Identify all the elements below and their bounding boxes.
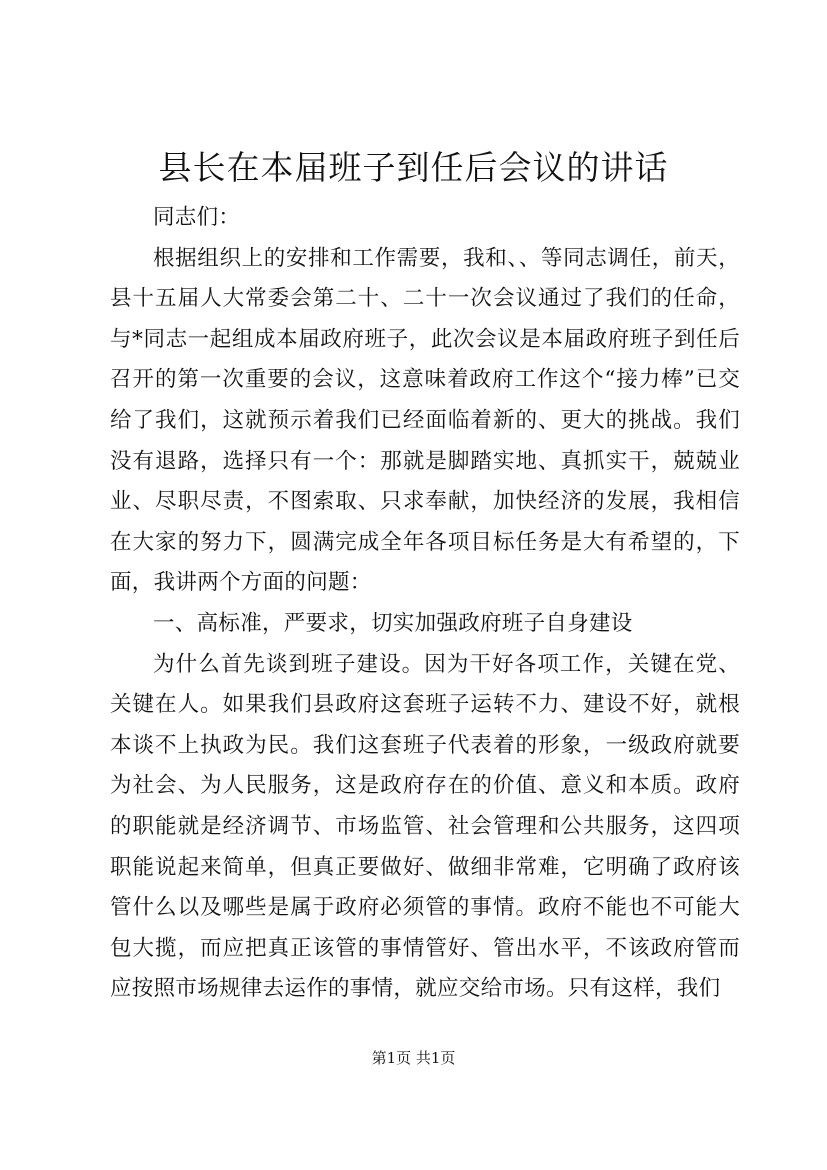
body-paragraph: 根据组织上的安排和工作需要，我和、、等同志调任，前天，县十五届人大常委会第二十、二十一次会议通过了我们的任命，与*同志一起组成本届政府班子，此次会议是本届政府班子到任后召开的第一次重要的会议，这意味着政府工作这个“接力棒”已交给了我们，这就预示着我们已经面临着新的、更大的挑战。我们没有退路，选择只有一个：那就是脚踏实地、真抓实干，兢兢业业、尽职尽责，不图索取、只求奉献，加快经济的发展，我相信在大家的努力下，圆满完成全年各项目标任务是大有希望的，下面，我讲两个方面的问题： — [110, 245, 740, 596]
salutation: 同志们： — [153, 205, 241, 230]
page-footer: 第1页 共1页 — [371, 1049, 456, 1067]
section-heading: 一、高标准，严要求，切实加强政府班子自身建设 — [153, 610, 633, 636]
document-body — [110, 198, 740, 1010]
body-paragraph: 为什么首先谈到班子建设。因为干好各项工作，关键在党、关键在人。如果我们县政府这套班子运转不力、建设不好，就根本谈不上执政为民。我们这套班子代表着的形象，一级政府就要为社会、为人民服务，这是政府存在的价值、意义和本质。政府的职能就是经济调节、市场监管、社会管理和公共服务，这四项职能说起来简单，但真正要做好、做细非常难，它明确了政府该管什么以及哪些是属于政府必须管的事情。政府不能也不可能大包大揽，而应把真正该管的事情管好、管出水平，不该政府管而应按照市场规律去运作的事情，就应交给市场。只有这样，我们 — [110, 651, 740, 1002]
document-title: 县长在本届班子到任后会议的讲话 — [158, 148, 669, 187]
